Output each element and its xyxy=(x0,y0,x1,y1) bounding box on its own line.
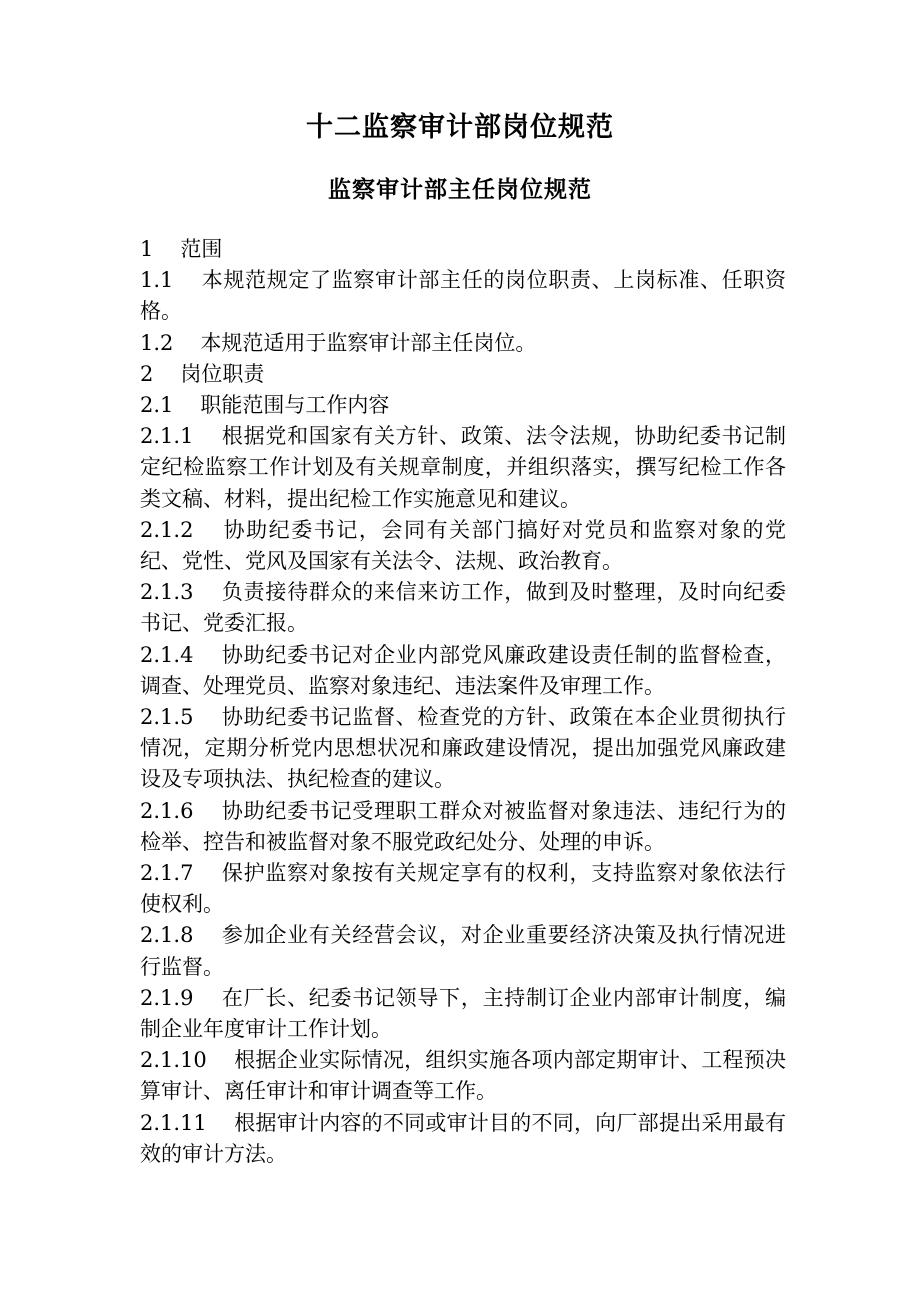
clause-text: 协助纪委书记，会同有关部门搞好对党员和监察对象的党纪、党性、党风及国家有关法令、法规、政治教育。 xyxy=(140,517,787,574)
clause-paragraph xyxy=(140,796,786,858)
clause-text: 负责接待群众的来信来访工作，做到及时整理，及时向纪委书记、党委汇报。 xyxy=(140,580,787,636)
clause-paragraph xyxy=(140,421,786,515)
clause-number: 2.1.7 xyxy=(140,861,194,886)
clause-paragraph xyxy=(140,328,786,359)
clause-text: 保护监察对象按有关规定享有的权利，支持监察对象依法行使权利。 xyxy=(140,861,787,917)
clause-text: 根据审计内容的不同或审计目的不同，向厂部提出采用最有效的审计方法。 xyxy=(140,1110,787,1166)
clause-number: 2.1.2 xyxy=(140,517,194,542)
clause-paragraph xyxy=(140,983,786,1045)
clause-text: 岗位职责 xyxy=(180,361,265,386)
document-body xyxy=(140,234,786,1170)
clause-paragraph xyxy=(140,1045,786,1107)
clause-paragraph xyxy=(140,1108,786,1170)
clause-text: 根据企业实际情况，组织实施各项内部定期审计、工程预决算审计、离任审计和审计调查等工作。 xyxy=(140,1048,787,1104)
clause-number: 2.1.6 xyxy=(140,798,194,823)
clause-number: 1.2 xyxy=(140,330,174,355)
clause-text: 协助纪委书记监督、检查党的方针、政策在本企业贯彻执行情况，定期分析党内思想状况和廉政建设情况，提出加强党风廉政建设及专项执法、执纪检查的建议。 xyxy=(140,705,787,792)
clause-paragraph xyxy=(140,640,786,702)
clause-text: 在厂长、纪委书记领导下，主持制订企业内部审计制度，编制企业年度审计工作计划。 xyxy=(140,985,787,1042)
clause-number: 2.1.3 xyxy=(140,580,194,605)
clause-number: 1.1 xyxy=(140,268,174,293)
clause-paragraph xyxy=(140,234,786,265)
clause-paragraph xyxy=(140,265,786,327)
clause-number: 1 xyxy=(140,237,154,261)
clause-number: 2.1.11 xyxy=(140,1110,207,1135)
clause-text: 职能范围与工作内容 xyxy=(200,393,390,418)
clause-paragraph xyxy=(140,858,786,920)
clause-number: 2.1.1 xyxy=(140,424,194,449)
clause-text: 范围 xyxy=(180,237,223,261)
clause-number: 2.1.4 xyxy=(140,642,194,667)
clause-paragraph xyxy=(140,577,786,639)
clause-text: 协助纪委书记受理职工群众对被监督对象违法、违纪行为的检举、控告和被监督对象不服党政纪处分、处理的申诉。 xyxy=(140,798,787,854)
clause-text: 根据党和国家有关方针、政策、法令法规，协助纪委书记制定纪检监察工作计划及有关规章制度，并组织落实，撰写纪检工作各类文稿、材料，提出纪检工作实施意见和建议。 xyxy=(140,424,787,511)
clause-number: 2.1 xyxy=(140,393,174,418)
clause-text: 参加企业有关经营会议，对企业重要经济决策及执行情况进行监督。 xyxy=(140,923,787,979)
clause-text: 本规范适用于监察审计部主任岗位。 xyxy=(200,330,537,355)
clause-number: 2.1.8 xyxy=(140,923,194,948)
clause-paragraph xyxy=(140,359,786,390)
clause-number: 2.1.10 xyxy=(140,1048,207,1073)
clause-paragraph xyxy=(140,702,786,796)
clause-text: 协助纪委书记对企业内部党风廉政建设责任制的监督检查，调查、处理党员、监察对象违纪、违法案件及审理工作。 xyxy=(140,642,787,698)
clause-paragraph xyxy=(140,920,786,982)
clause-paragraph xyxy=(140,390,786,421)
clause-number: 2 xyxy=(140,361,154,386)
clause-number: 2.1.5 xyxy=(140,705,194,730)
document-subtitle: 监察审计部主任岗位规范 xyxy=(328,176,592,203)
document-title: 十二监察审计部岗位规范 xyxy=(306,112,614,143)
clause-text: 本规范规定了监察审计部主任的岗位职责、上岗标准、任职资格。 xyxy=(140,268,786,324)
clause-paragraph xyxy=(140,515,786,577)
clause-number: 2.1.9 xyxy=(140,985,194,1010)
